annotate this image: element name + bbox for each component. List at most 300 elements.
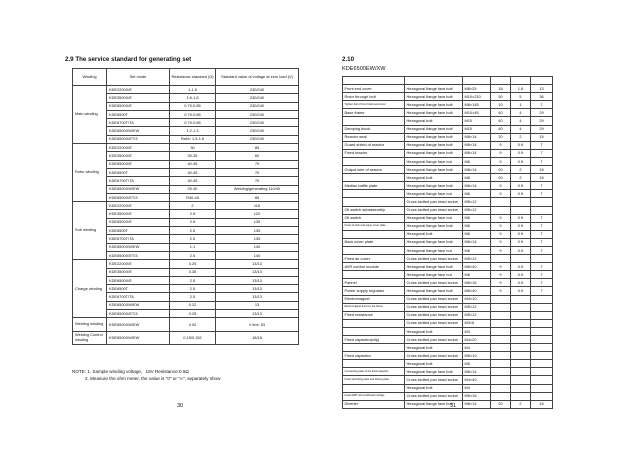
torque-cell-1: 18 bbox=[491, 85, 511, 93]
set-mode-cell: KDE3500X/E bbox=[107, 268, 170, 276]
size-cell: M10×45 bbox=[463, 109, 491, 117]
resistance-cell: 2.5 bbox=[170, 285, 216, 293]
fastener-cell: Hexagonal flange face bolt bbox=[405, 222, 463, 230]
torque-cell-1: 9 bbox=[491, 238, 511, 246]
table-row bbox=[73, 276, 299, 284]
table-row bbox=[343, 157, 553, 165]
torque-cell-3 bbox=[531, 255, 553, 263]
voltage-cell: 230/240 bbox=[216, 110, 299, 118]
table-row bbox=[343, 182, 553, 190]
generator-standard-table bbox=[72, 68, 299, 345]
torque-cell-1 bbox=[491, 344, 511, 352]
resistance-cell: 2.5 bbox=[170, 210, 216, 218]
part-cell: Output wire of reactor bbox=[343, 166, 405, 174]
table-row bbox=[343, 93, 553, 101]
size-cell: M6×40 bbox=[463, 287, 491, 295]
torque-cell-3 bbox=[531, 319, 553, 327]
torque-cell-1: 9 bbox=[491, 230, 511, 238]
size-cell: M8×25 bbox=[463, 85, 491, 93]
resistance-cell: RaN= 1.5-1.6 bbox=[170, 135, 216, 143]
torque-cell-3: 15 bbox=[531, 166, 553, 174]
torque-cell-1: 9 bbox=[491, 157, 511, 165]
set-mode-cell: KDE6500T bbox=[107, 285, 170, 293]
torque-cell-2 bbox=[511, 376, 531, 384]
table-row bbox=[343, 327, 553, 335]
fastener-cell: Hexagonal flange face nut bbox=[405, 271, 463, 279]
size-cell: M10 bbox=[463, 117, 491, 125]
fastener-cell: Cross slotted pan head screw bbox=[405, 392, 463, 400]
torque-cell-2: 0.9 bbox=[511, 214, 531, 222]
torque-cell-2 bbox=[511, 206, 531, 214]
torque-cell-1: 9 bbox=[491, 222, 511, 230]
torque-cell-2: 4 bbox=[511, 125, 531, 133]
set-mode-cell: KDE6500X/E bbox=[107, 160, 170, 168]
fastener-cell: Cross slotted pan head screw bbox=[405, 279, 463, 287]
table-row bbox=[73, 243, 299, 251]
table-row bbox=[343, 287, 553, 295]
size-cell: M5×12 bbox=[463, 206, 491, 214]
part-cell: Electromagnet fixed on the frame bbox=[343, 303, 405, 311]
table-row bbox=[73, 102, 299, 110]
size-cell: M8×145 bbox=[463, 101, 491, 109]
set-mode-cell: KDE6500X/ET/3 bbox=[107, 310, 170, 318]
resistance-cell: 2.5 bbox=[170, 276, 216, 284]
fastener-cell: Hexagonal flange face bolt bbox=[405, 85, 463, 93]
fastener-cell: Hexagonal flange face bolt bbox=[405, 263, 463, 271]
torque-cell-2: 4 bbox=[511, 117, 531, 125]
fastener-cell: Hexagonal flange face bolt bbox=[405, 166, 463, 174]
torque-cell-2 bbox=[511, 77, 531, 85]
resistance-cell: 40-45 bbox=[170, 177, 216, 185]
table-row bbox=[73, 144, 299, 152]
part-cell: Power supply regulator bbox=[343, 287, 405, 295]
torque-cell-1 bbox=[491, 206, 511, 214]
part-cell bbox=[343, 157, 405, 165]
table-row bbox=[73, 135, 299, 143]
torque-cell-2: 5 bbox=[511, 93, 531, 101]
table-row bbox=[73, 202, 299, 210]
table-row bbox=[343, 198, 553, 206]
resistance-cell: 0.75-0.85 bbox=[170, 119, 216, 127]
size-cell: M6 bbox=[463, 230, 491, 238]
fastener-cell: Hexagonal bolt bbox=[405, 360, 463, 368]
torque-cell-1: 10 bbox=[491, 101, 511, 109]
voltage-cell: 70 bbox=[216, 160, 299, 168]
torque-cell-3 bbox=[531, 336, 553, 344]
table-row bbox=[73, 127, 299, 135]
torque-cell-1: 40 bbox=[491, 109, 511, 117]
resistance-cell: 25-30 bbox=[170, 185, 216, 193]
part-cell: Fixed IGBT and rectification bridge bbox=[343, 392, 405, 400]
set-mode-cell: KDE3500X/E bbox=[107, 210, 170, 218]
torque-cell-1: 9 bbox=[491, 214, 511, 222]
table-row bbox=[343, 101, 553, 109]
voltage-cell: 13 bbox=[216, 301, 299, 309]
size-cell: M8×14 bbox=[463, 400, 491, 408]
table-row bbox=[73, 251, 299, 259]
voltage-cell: 230/240 bbox=[216, 127, 299, 135]
torque-cell-3: 7 bbox=[531, 182, 553, 190]
torque-cell-1: 40 bbox=[491, 125, 511, 133]
part-cell: Connecting plate of the fixed capacitor bbox=[343, 368, 405, 376]
winding-label: Welding Control winding bbox=[73, 331, 107, 344]
fastener-cell: Hexagonal flange face nut bbox=[405, 214, 463, 222]
note-line-2: 2. Measure the ohm meter, the value is "0" or "∞", separately show bbox=[85, 376, 221, 381]
set-mode-cell: KDE6500XW/EW bbox=[107, 185, 170, 193]
winding-label: Welding winding bbox=[73, 318, 107, 331]
table-row bbox=[343, 230, 553, 238]
torque-cell-1 bbox=[491, 360, 511, 368]
torque-cell-3: 15 bbox=[531, 133, 553, 141]
torque-cell-2: 0.9 bbox=[511, 230, 531, 238]
set-mode-cell: KDE6500T bbox=[107, 168, 170, 176]
resistance-cell: 0.35 bbox=[170, 268, 216, 276]
section-heading-2-9: 2.9 The service standard for generating set bbox=[65, 56, 192, 63]
torque-cell-2: 0.9 bbox=[511, 190, 531, 198]
size-cell: M6×14 bbox=[463, 149, 491, 157]
page-number-right: 31 bbox=[450, 403, 456, 409]
winding-label: Rotor winding bbox=[73, 144, 107, 202]
fastener-cell: Cross slotted pan head screw bbox=[405, 336, 463, 344]
torque-cell-2 bbox=[511, 344, 531, 352]
winding-label: Sub winding bbox=[73, 202, 107, 260]
table-row bbox=[343, 85, 553, 93]
torque-cell-3: 7 bbox=[531, 222, 553, 230]
table-row bbox=[73, 168, 299, 176]
resistance-cell: 2.5 bbox=[170, 293, 216, 301]
table-row bbox=[343, 400, 553, 408]
torque-cell-2: 0.9 bbox=[511, 141, 531, 149]
torque-cell-1: 9 bbox=[491, 141, 511, 149]
torque-cell-2 bbox=[511, 255, 531, 263]
torque-cell-1: 20 bbox=[491, 174, 511, 182]
resistance-cell: 40-45 bbox=[170, 160, 216, 168]
fastener-cell: Hexagonal flange face bolt bbox=[405, 238, 463, 246]
resistance-cell: 0.25 bbox=[170, 260, 216, 268]
torque-cell-3 bbox=[531, 327, 553, 335]
voltage-cell: 13/13 bbox=[216, 268, 299, 276]
table-row bbox=[343, 279, 553, 287]
voltage-cell: 115 bbox=[216, 202, 299, 210]
torque-cell-3 bbox=[531, 392, 553, 400]
fastener-cell: Cross slotted pan head screw bbox=[405, 255, 463, 263]
table-row bbox=[73, 235, 299, 243]
table-row bbox=[73, 268, 299, 276]
part-cell bbox=[343, 327, 405, 335]
table-row bbox=[73, 177, 299, 185]
torque-cell-1 bbox=[491, 327, 511, 335]
table-row bbox=[343, 384, 553, 392]
size-cell: M10 bbox=[463, 125, 491, 133]
torque-cell-3: 15 bbox=[531, 400, 553, 408]
torque-cell-1: 20 bbox=[491, 133, 511, 141]
torque-cell-3: 7 bbox=[531, 157, 553, 165]
fastener-cell: Cross slotted pan head screw bbox=[405, 376, 463, 384]
column-header-resistance: Resistance standard (Ω) bbox=[170, 69, 216, 86]
torque-cell-2: 1.8 bbox=[511, 85, 531, 93]
fastener-cell: Hexagonal bolt bbox=[405, 117, 463, 125]
part-cell bbox=[343, 77, 405, 85]
fastener-cell: Hexagonal flange face bolt bbox=[405, 400, 463, 408]
table-row bbox=[343, 125, 553, 133]
set-mode-cell: KDE6500X/ET/3 bbox=[107, 251, 170, 259]
fastener-cell: Cross slotted pan head screw bbox=[405, 352, 463, 360]
table-row bbox=[73, 285, 299, 293]
column-header-set-mode: Set mode bbox=[107, 69, 170, 86]
resistance-cell: 1.6-1.8 bbox=[170, 94, 216, 102]
torque-cell-1: 9 bbox=[491, 149, 511, 157]
resistance-cell: 40-45 bbox=[170, 168, 216, 176]
fastener-cell: Hexagonal flange face nut bbox=[405, 246, 463, 254]
voltage-cell: 13/13 bbox=[216, 293, 299, 301]
part-cell: Fixed oil tank and upper cover plate bbox=[343, 222, 405, 230]
part-cell: Rotor through bolt bbox=[343, 93, 405, 101]
torque-cell-2: 0.9 bbox=[511, 263, 531, 271]
torque-cell-2: 2 bbox=[511, 166, 531, 174]
size-cell: M6 bbox=[463, 157, 491, 165]
voltage-cell: 230/240 bbox=[216, 119, 299, 127]
size-cell: M4 bbox=[463, 384, 491, 392]
part-cell bbox=[343, 360, 405, 368]
size-cell: M4×10 bbox=[463, 295, 491, 303]
size-cell: M3×6 bbox=[463, 319, 491, 327]
part-cell: Electromagnet bbox=[343, 295, 405, 303]
torque-cell-1 bbox=[491, 77, 511, 85]
size-cell: M8×14 bbox=[463, 166, 491, 174]
fastener-cell: Hexagonal flange face bolt bbox=[405, 125, 463, 133]
part-cell bbox=[343, 319, 405, 327]
torque-cell-1 bbox=[491, 336, 511, 344]
fastener-cell: Hexagonal flange face nut bbox=[405, 190, 463, 198]
table-row bbox=[343, 368, 553, 376]
fastener-cell: Cross slotted pan head screw bbox=[405, 303, 463, 311]
set-mode-cell: KDE6500XW/EW bbox=[107, 331, 170, 344]
fastener-cell: Hexagonal bolt bbox=[405, 230, 463, 238]
part-cell: Fixed reactor bbox=[343, 149, 405, 157]
fastener-cell: Hexagonal flange face bolt bbox=[405, 368, 463, 376]
page-number-left: 30 bbox=[177, 403, 183, 409]
set-mode-cell: KDE3500X/E bbox=[107, 94, 170, 102]
torque-cell-3: 36 bbox=[531, 93, 553, 101]
part-cell: Fixed stretching plate and driving plate bbox=[343, 376, 405, 384]
voltage-cell: 18/18 bbox=[216, 331, 299, 344]
table-row bbox=[73, 293, 299, 301]
fastener-cell: Hexagonal flange face bolt bbox=[405, 133, 463, 141]
table-row bbox=[73, 260, 299, 268]
torque-cell-1: 9 bbox=[491, 279, 511, 287]
torque-cell-2 bbox=[511, 311, 531, 319]
column-header-winding: Winding bbox=[73, 69, 107, 86]
torque-cell-3: 7 bbox=[531, 149, 553, 157]
torque-cell-3: 7 bbox=[531, 141, 553, 149]
torque-cell-1: 9 bbox=[491, 182, 511, 190]
part-cell bbox=[343, 117, 405, 125]
fastener-cell: Hexagonal flange face bolt bbox=[405, 182, 463, 190]
part-cell: Back cover plate bbox=[343, 238, 405, 246]
torque-cell-1: 9 bbox=[491, 246, 511, 254]
resistance-cell: 0.25 bbox=[170, 310, 216, 318]
part-cell: Oil switch bbox=[343, 214, 405, 222]
set-mode-cell: KDE2200X/E bbox=[107, 260, 170, 268]
torque-cell-2 bbox=[511, 360, 531, 368]
table-row bbox=[73, 94, 299, 102]
table-row bbox=[73, 86, 299, 94]
torque-cell-3: 7 bbox=[531, 287, 553, 295]
set-mode-cell: KDE6500T bbox=[107, 110, 170, 118]
torque-cell-1: 20 bbox=[491, 166, 511, 174]
fastener-cell: Hexagonal flange face nut bbox=[405, 157, 463, 165]
voltage-cell: 13/13 bbox=[216, 276, 299, 284]
table-row bbox=[343, 222, 553, 230]
set-mode-cell: KDE6500X/E bbox=[107, 102, 170, 110]
fastener-cell: Hexagonal bolt bbox=[405, 344, 463, 352]
part-cell: Reactor seat bbox=[343, 133, 405, 141]
part-cell: Base frame bbox=[343, 109, 405, 117]
size-cell: M8×14 bbox=[463, 133, 491, 141]
part-cell: Median baffle plate bbox=[343, 182, 405, 190]
torque-cell-1 bbox=[491, 352, 511, 360]
torque-cell-3: 7 bbox=[531, 238, 553, 246]
size-cell: M5×12 bbox=[463, 198, 491, 206]
voltage-cell: 70 bbox=[216, 177, 299, 185]
torque-cell-2: 0.9 bbox=[511, 157, 531, 165]
size-cell: M6 bbox=[463, 222, 491, 230]
part-cell: Oil switch subassembly bbox=[343, 206, 405, 214]
torque-cell-2 bbox=[511, 384, 531, 392]
winding-label: Main winding bbox=[73, 86, 107, 144]
part-cell bbox=[343, 198, 405, 206]
table-row bbox=[343, 109, 553, 117]
table-row bbox=[343, 336, 553, 344]
table-row bbox=[73, 152, 299, 160]
table-row bbox=[343, 190, 553, 198]
right-page bbox=[319, 0, 638, 452]
set-mode-cell: KDE2200X/E bbox=[107, 144, 170, 152]
table-row bbox=[343, 206, 553, 214]
part-cell: Fixed capacitor bbox=[343, 352, 405, 360]
fastener-cell: Cross slotted pan head screw bbox=[405, 206, 463, 214]
torque-cell-1 bbox=[491, 368, 511, 376]
voltage-cell: 140 bbox=[216, 251, 299, 259]
torque-cell-3: 29 bbox=[531, 117, 553, 125]
resistance-cell: 1-1.5 bbox=[170, 86, 216, 94]
set-mode-cell: KDE6700T/TA bbox=[107, 177, 170, 185]
voltage-cell: V line: 53 bbox=[216, 318, 299, 331]
part-cell bbox=[343, 246, 405, 254]
torque-cell-1: 9 bbox=[491, 190, 511, 198]
torque-cell-3 bbox=[531, 360, 553, 368]
table-row bbox=[343, 263, 553, 271]
resistance-cell: 1.1 bbox=[170, 243, 216, 251]
fastener-cell: Hexagonal flange face bolt bbox=[405, 93, 463, 101]
set-mode-cell: KDE6500XW/EW bbox=[107, 301, 170, 309]
torque-cell-3: 7 bbox=[531, 246, 553, 254]
set-mode-cell: KDE6700T/TA bbox=[107, 235, 170, 243]
voltage-cell: Welding/generating 110/40 bbox=[216, 185, 299, 193]
table-row bbox=[343, 303, 553, 311]
model-name: KDE6500EW/XW bbox=[342, 66, 386, 72]
torque-cell-2 bbox=[511, 319, 531, 327]
torque-cell-2 bbox=[511, 392, 531, 400]
set-mode-cell: KDE6500X/E bbox=[107, 276, 170, 284]
resistance-cell: 2.5 bbox=[170, 251, 216, 259]
torque-cell-3 bbox=[531, 368, 553, 376]
torque-cell-2: 4 bbox=[511, 109, 531, 117]
set-mode-cell: KDE6500T bbox=[107, 227, 170, 235]
torque-cell-3: 15 bbox=[531, 174, 553, 182]
table-row bbox=[343, 174, 553, 182]
part-cell: AVR control module bbox=[343, 263, 405, 271]
set-mode-cell: KDE6500XW/EW bbox=[107, 127, 170, 135]
torque-cell-1 bbox=[491, 255, 511, 263]
voltage-cell: 140 bbox=[216, 243, 299, 251]
voltage-cell: 60 bbox=[216, 152, 299, 160]
torque-cell-1 bbox=[491, 198, 511, 206]
fastener-cell: Hexagonal bolt bbox=[405, 174, 463, 182]
part-cell bbox=[343, 174, 405, 182]
table-row bbox=[343, 295, 553, 303]
torque-cell-1 bbox=[491, 295, 511, 303]
size-cell: M5×12 bbox=[463, 303, 491, 311]
voltage-cell: 135 bbox=[216, 235, 299, 243]
part-cell: Front end cover bbox=[343, 85, 405, 93]
resistance-cell: 30 bbox=[170, 144, 216, 152]
table-row bbox=[73, 119, 299, 127]
table-row bbox=[343, 255, 553, 263]
table-row bbox=[343, 166, 553, 174]
fastener-cell: Hexagonal flange face bolt bbox=[405, 109, 463, 117]
torque-cell-3: 7 bbox=[531, 230, 553, 238]
table-row bbox=[73, 185, 299, 193]
voltage-cell: 120 bbox=[216, 210, 299, 218]
torque-cell-2: 0.9 bbox=[511, 222, 531, 230]
part-cell: Tighten bolt of front block and cover bbox=[343, 101, 405, 109]
table-row bbox=[343, 246, 553, 254]
torque-cell-3: 7 bbox=[531, 101, 553, 109]
part-cell: Guard shield of reactor bbox=[343, 141, 405, 149]
size-cell: M6×14 bbox=[463, 238, 491, 246]
size-cell: M6×40 bbox=[463, 263, 491, 271]
torque-cell-1: 50 bbox=[491, 93, 511, 101]
size-cell: M10×210 bbox=[463, 93, 491, 101]
voltage-cell: 85 bbox=[216, 193, 299, 201]
size-cell: M5 bbox=[463, 360, 491, 368]
torque-cell-3: 7 bbox=[531, 263, 553, 271]
torque-cell-1 bbox=[491, 311, 511, 319]
set-mode-cell: KDE6500X/ET/3 bbox=[107, 193, 170, 201]
table-row bbox=[73, 160, 299, 168]
voltage-cell: 13/13 bbox=[216, 285, 299, 293]
fastener-cell: Cross slotted pan head screw bbox=[405, 295, 463, 303]
fastener-cell: Cross slotted pan head screw bbox=[405, 319, 463, 327]
fastener-cell: Hexagonal bolt bbox=[405, 384, 463, 392]
size-cell: M5×10 bbox=[463, 352, 491, 360]
torque-cell-2: 0.9 bbox=[511, 246, 531, 254]
torque-cell-3 bbox=[531, 295, 553, 303]
set-mode-cell: KDE6500X/ET/3 bbox=[107, 135, 170, 143]
torque-cell-2 bbox=[511, 352, 531, 360]
resistance-cell: 2.5 bbox=[170, 218, 216, 226]
resistance-cell: 0.15/0.152 bbox=[170, 331, 216, 344]
set-mode-cell: KDE2200X/E bbox=[107, 202, 170, 210]
part-cell: Fixed resistance bbox=[343, 311, 405, 319]
torque-cell-3 bbox=[531, 344, 553, 352]
voltage-cell: 13/13 bbox=[216, 260, 299, 268]
torque-cell-2 bbox=[511, 303, 531, 311]
resistance-cell: 1.2-1.3 bbox=[170, 127, 216, 135]
size-cell: M6 bbox=[463, 214, 491, 222]
size-cell: M4 bbox=[463, 344, 491, 352]
